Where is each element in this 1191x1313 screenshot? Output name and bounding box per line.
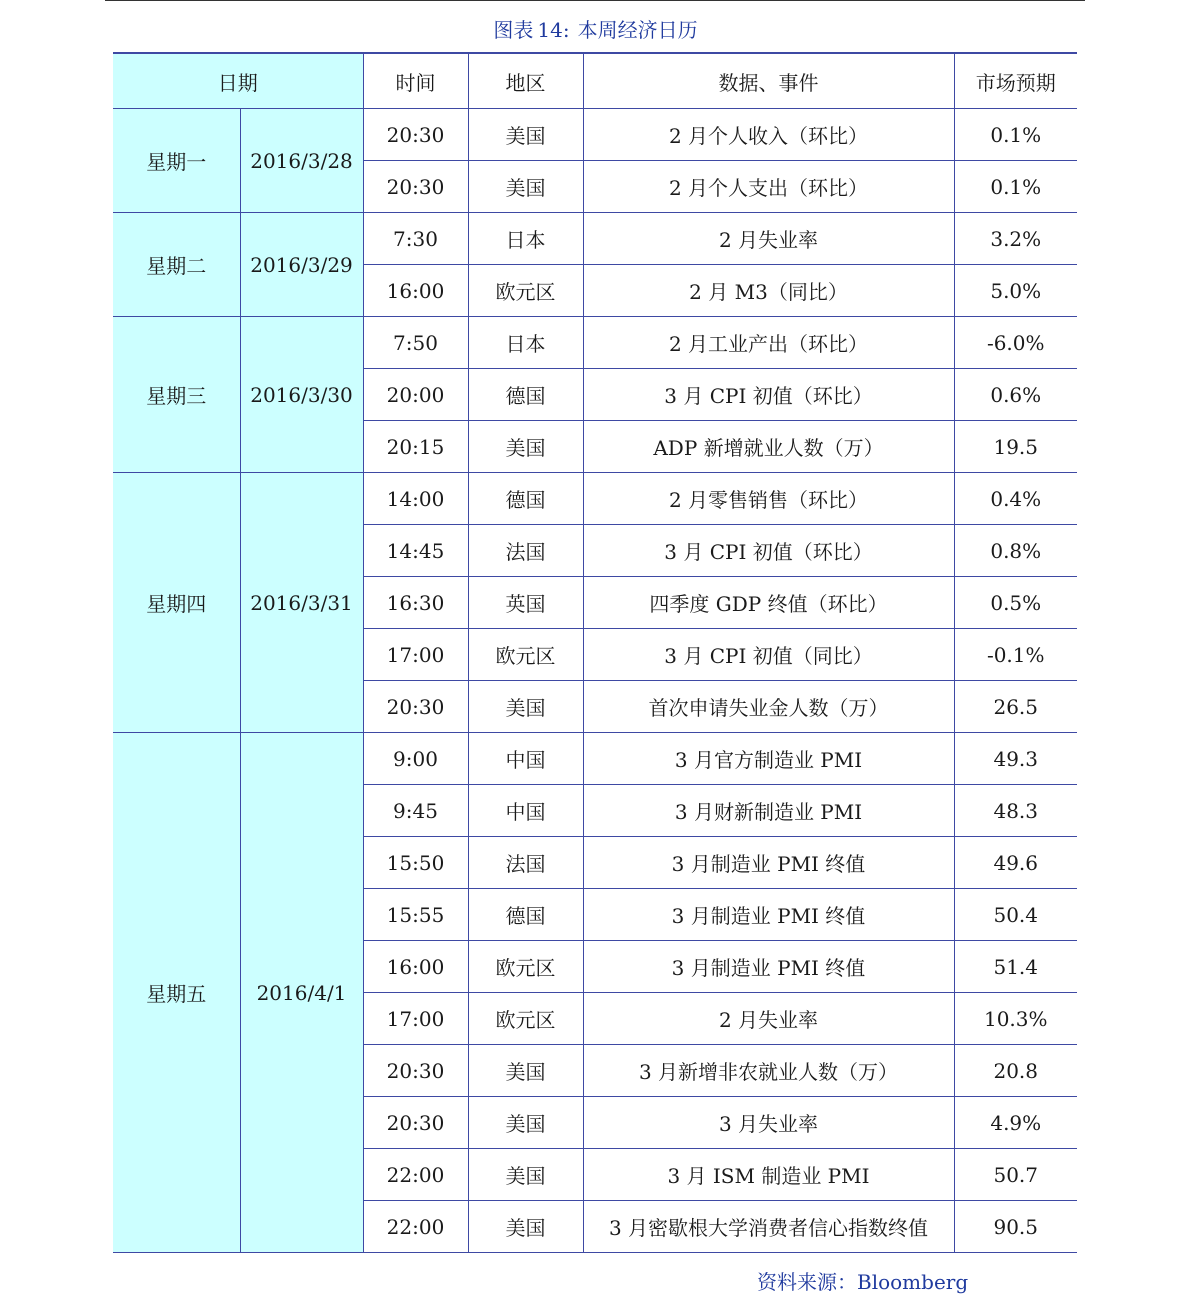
- time-cell: 7:50: [363, 317, 468, 369]
- forecast-cell: 90.5: [954, 1201, 1077, 1253]
- time-cell: 16:00: [363, 941, 468, 993]
- weekday-cell: 星期五: [113, 733, 240, 1253]
- header-region: 地区: [468, 53, 583, 109]
- date-cell: 2016/3/30: [240, 317, 363, 473]
- time-cell: 22:00: [363, 1201, 468, 1253]
- date-cell: 2016/4/1: [240, 733, 363, 1253]
- forecast-cell: 26.5: [954, 681, 1077, 733]
- region-cell: 德国: [468, 889, 583, 941]
- region-cell: 法国: [468, 837, 583, 889]
- forecast-cell: 5.0%: [954, 265, 1077, 317]
- table-row: [113, 733, 1077, 785]
- event-cell: 2 月工业产出（环比）: [583, 317, 954, 369]
- event-cell: 3 月密歇根大学消费者信心指数终值: [583, 1201, 954, 1253]
- event-cell: 2 月失业率: [583, 213, 954, 265]
- weekday-cell: 星期一: [113, 109, 240, 213]
- event-cell: 3 月 ISM 制造业 PMI: [583, 1149, 954, 1201]
- top-rule: [105, 0, 1085, 1]
- event-cell: 3 月 CPI 初值（环比）: [583, 525, 954, 577]
- forecast-cell: 49.3: [954, 733, 1077, 785]
- event-cell: 3 月制造业 PMI 终值: [583, 889, 954, 941]
- forecast-cell: -6.0%: [954, 317, 1077, 369]
- table-row: [113, 109, 1077, 161]
- table-row: [113, 317, 1077, 369]
- event-cell: 2 月零售销售（环比）: [583, 473, 954, 525]
- event-cell: 3 月失业率: [583, 1097, 954, 1149]
- forecast-cell: 20.8: [954, 1045, 1077, 1097]
- time-cell: 20:30: [363, 1097, 468, 1149]
- source-note: 资料来源：Bloomberg: [757, 1270, 969, 1294]
- region-cell: 欧元区: [468, 265, 583, 317]
- time-cell: 17:00: [363, 993, 468, 1045]
- date-cell: 2016/3/29: [240, 213, 363, 317]
- region-cell: 德国: [468, 369, 583, 421]
- header-row: [113, 53, 1077, 109]
- date-cell: 2016/3/28: [240, 109, 363, 213]
- region-cell: 美国: [468, 1045, 583, 1097]
- calendar-body: [113, 109, 1077, 1253]
- region-cell: 美国: [468, 1097, 583, 1149]
- caption-number: 14:: [537, 18, 570, 42]
- region-cell: 德国: [468, 473, 583, 525]
- date-cell: 2016/3/31: [240, 473, 363, 733]
- event-cell: 3 月 CPI 初值（同比）: [583, 629, 954, 681]
- forecast-cell: 3.2%: [954, 213, 1077, 265]
- table-row: [113, 213, 1077, 265]
- event-cell: 3 月制造业 PMI 终值: [583, 837, 954, 889]
- time-cell: 15:50: [363, 837, 468, 889]
- forecast-cell: -0.1%: [954, 629, 1077, 681]
- forecast-cell: 4.9%: [954, 1097, 1077, 1149]
- event-cell: 3 月制造业 PMI 终值: [583, 941, 954, 993]
- weekday-cell: 星期三: [113, 317, 240, 473]
- forecast-cell: 19.5: [954, 421, 1077, 473]
- header-date: 日期: [113, 53, 363, 109]
- event-cell: 3 月财新制造业 PMI: [583, 785, 954, 837]
- time-cell: 14:45: [363, 525, 468, 577]
- time-cell: 20:00: [363, 369, 468, 421]
- forecast-cell: 0.1%: [954, 109, 1077, 161]
- region-cell: 美国: [468, 161, 583, 213]
- time-cell: 20:30: [363, 109, 468, 161]
- region-cell: 美国: [468, 681, 583, 733]
- region-cell: 美国: [468, 1201, 583, 1253]
- forecast-cell: 0.5%: [954, 577, 1077, 629]
- region-cell: 英国: [468, 577, 583, 629]
- time-cell: 22:00: [363, 1149, 468, 1201]
- time-cell: 15:55: [363, 889, 468, 941]
- event-cell: 2 月失业率: [583, 993, 954, 1045]
- time-cell: 14:00: [363, 473, 468, 525]
- forecast-cell: 50.7: [954, 1149, 1077, 1201]
- table-row: [113, 473, 1077, 525]
- event-cell: 3 月新增非农就业人数（万）: [583, 1045, 954, 1097]
- caption-title: 本周经济日历: [577, 18, 698, 42]
- event-cell: 3 月 CPI 初值（环比）: [583, 369, 954, 421]
- forecast-cell: 48.3: [954, 785, 1077, 837]
- region-cell: 美国: [468, 421, 583, 473]
- event-cell: 首次申请失业金人数（万）: [583, 681, 954, 733]
- forecast-cell: 0.1%: [954, 161, 1077, 213]
- region-cell: 中国: [468, 785, 583, 837]
- forecast-cell: 50.4: [954, 889, 1077, 941]
- time-cell: 17:00: [363, 629, 468, 681]
- event-cell: 2 月 M3（同比）: [583, 265, 954, 317]
- time-cell: 16:30: [363, 577, 468, 629]
- event-cell: 3 月官方制造业 PMI: [583, 733, 954, 785]
- header-event: 数据、事件: [583, 53, 954, 109]
- region-cell: 中国: [468, 733, 583, 785]
- time-cell: 20:30: [363, 1045, 468, 1097]
- weekday-cell: 星期四: [113, 473, 240, 733]
- time-cell: 7:30: [363, 213, 468, 265]
- region-cell: 日本: [468, 213, 583, 265]
- time-cell: 20:30: [363, 161, 468, 213]
- time-cell: 16:00: [363, 265, 468, 317]
- event-cell: ADP 新增就业人数（万）: [583, 421, 954, 473]
- event-cell: 2 月个人收入（环比）: [583, 109, 954, 161]
- caption-figure-label: 图表: [493, 18, 534, 42]
- event-cell: 2 月个人支出（环比）: [583, 161, 954, 213]
- header-forecast: 市场预期: [954, 53, 1077, 109]
- region-cell: 欧元区: [468, 993, 583, 1045]
- time-cell: 9:00: [363, 733, 468, 785]
- weekday-cell: 星期二: [113, 213, 240, 317]
- economic-calendar-table: [113, 52, 1077, 1253]
- forecast-cell: 0.8%: [954, 525, 1077, 577]
- region-cell: 美国: [468, 1149, 583, 1201]
- region-cell: 美国: [468, 109, 583, 161]
- region-cell: 欧元区: [468, 941, 583, 993]
- forecast-cell: 49.6: [954, 837, 1077, 889]
- header-time: 时间: [363, 53, 468, 109]
- figure-caption: [0, 16, 1191, 44]
- time-cell: 20:30: [363, 681, 468, 733]
- forecast-cell: 51.4: [954, 941, 1077, 993]
- time-cell: 20:15: [363, 421, 468, 473]
- forecast-cell: 0.4%: [954, 473, 1077, 525]
- region-cell: 法国: [468, 525, 583, 577]
- forecast-cell: 0.6%: [954, 369, 1077, 421]
- event-cell: 四季度 GDP 终值（环比）: [583, 577, 954, 629]
- region-cell: 欧元区: [468, 629, 583, 681]
- forecast-cell: 10.3%: [954, 993, 1077, 1045]
- time-cell: 9:45: [363, 785, 468, 837]
- region-cell: 日本: [468, 317, 583, 369]
